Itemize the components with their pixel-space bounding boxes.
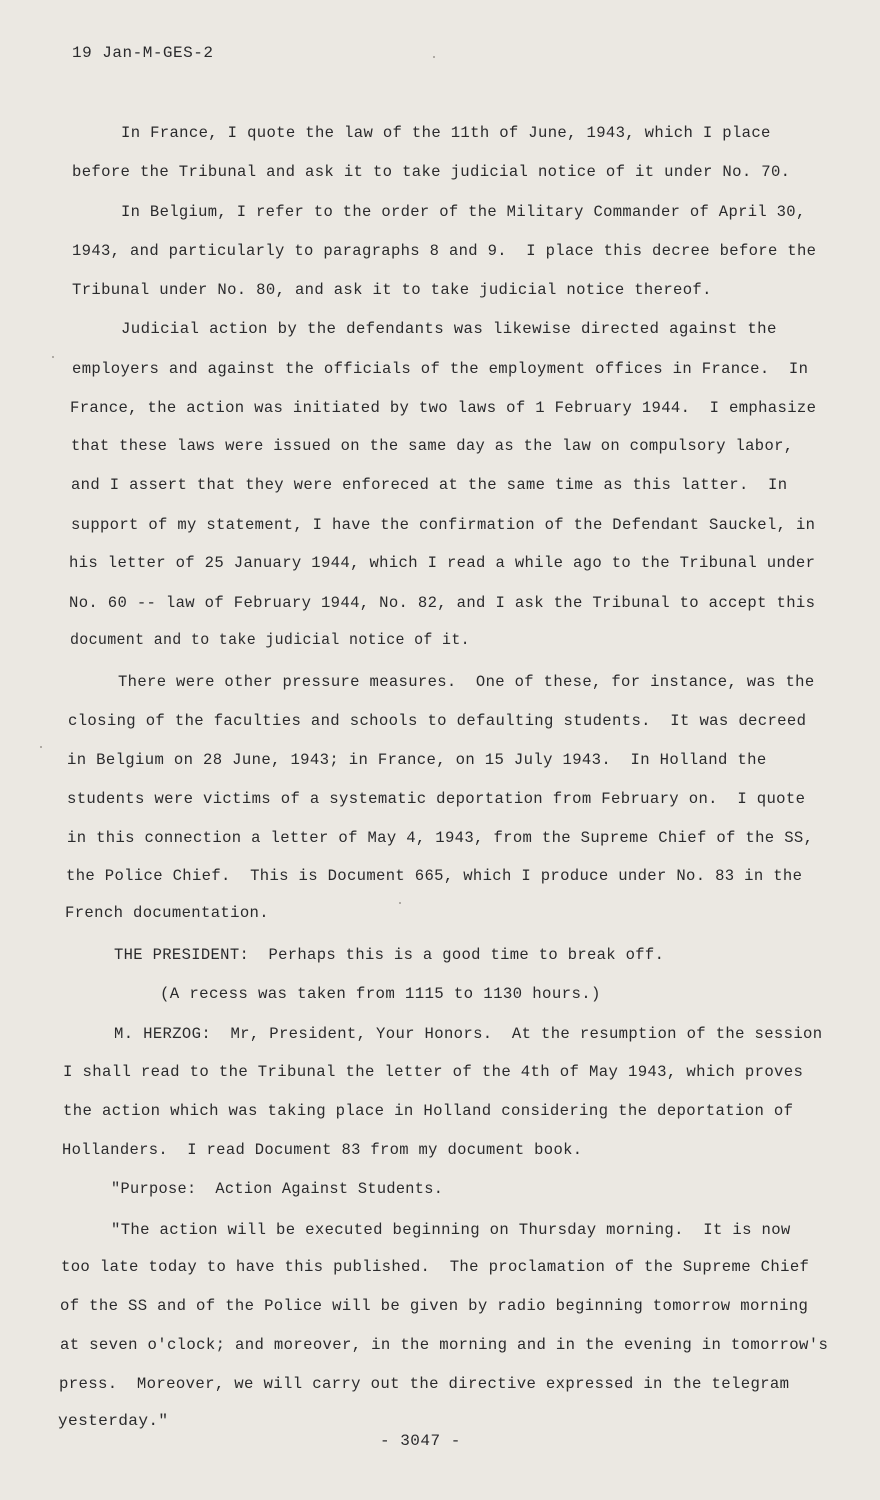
text-line: in Belgium on 28 June, 1943; in France, on 15 July 1943. In Holland the xyxy=(67,751,767,769)
text-line: 1943, and particularly to paragraphs 8 and 9. I place this decree before the xyxy=(72,242,817,260)
page-header: 19 Jan-M-GES-2 xyxy=(72,44,214,62)
text-line: closing of the faculties and schools to defaulting students. It was decreed xyxy=(68,712,807,730)
text-line: students were victims of a systematic deportation from February on. I quote xyxy=(67,790,806,808)
page-number: - 3047 - xyxy=(380,1432,461,1450)
text-line: No. 60 -- law of February 1944, No. 82, and I ask the Tribunal to accept this xyxy=(69,594,816,612)
text-line: I shall read to the Tribunal the letter of the 4th of May 1943, which proves xyxy=(63,1063,804,1081)
text-line: his letter of 25 January 1944, which I read a while ago to the Tribunal under xyxy=(69,554,816,572)
text-line: Hollanders. I read Document 83 from my document book. xyxy=(62,1141,583,1159)
text-line: support of my statement, I have the confirmation of the Defendant Sauckel, in xyxy=(71,516,816,534)
text-line: Tribunal under No. 80, and ask it to take judicial notice thereof. xyxy=(72,281,712,299)
text-line: France, the action was initiated by two laws of 1 February 1944. I emphasize xyxy=(70,399,817,417)
text-line: M. HERZOG: Mr, President, Your Honors. At the resumption of the session xyxy=(114,1025,823,1043)
paper-mark xyxy=(40,746,42,748)
paper-mark xyxy=(399,902,401,904)
text-line: document and to take judicial notice of it. xyxy=(70,631,470,649)
text-line: "The action will be executed beginning on Thursday morning. It is now xyxy=(111,1221,791,1239)
text-line: employers and against the officials of the employment offices in France. In xyxy=(72,360,809,378)
text-line: French documentation. xyxy=(65,904,269,922)
text-line: In France, I quote the law of the 11th of June, 1943, which I place xyxy=(121,124,771,142)
text-line: There were other pressure measures. One of these, for instance, was the xyxy=(118,673,815,691)
text-line: in this connection a letter of May 4, 1943, from the Supreme Chief of the SS, xyxy=(67,829,814,847)
text-line: In Belgium, I refer to the order of the Military Commander of April 30, xyxy=(121,203,806,221)
text-line: of the SS and of the Police will be given by radio beginning tomorrow morning xyxy=(60,1297,809,1315)
text-line: press. Moreover, we will carry out the directive expressed in the telegram xyxy=(59,1375,790,1393)
text-line: too late today to have this published. The proclamation of the Supreme Chief xyxy=(61,1258,810,1276)
text-line: yesterday." xyxy=(58,1412,169,1430)
text-line: the action which was taking place in Holland considering the deportation of xyxy=(63,1102,794,1120)
text-line: before the Tribunal and ask it to take judicial notice of it under No. 70. xyxy=(72,163,791,181)
paper-mark xyxy=(52,356,54,358)
text-line: "Purpose: Action Against Students. xyxy=(111,1180,444,1198)
text-line: at seven o'clock; and moreover, in the morning and in the evening in tomorrow's xyxy=(60,1336,829,1354)
text-line: Judicial action by the defendants was likewise directed against the xyxy=(121,320,777,338)
text-line: THE PRESIDENT: Perhaps this is a good time to break off. xyxy=(114,946,665,964)
text-line: and I assert that they were enforeced at the same time as this latter. In xyxy=(71,476,788,494)
text-line: the Police Chief. This is Document 665, which I produce under No. 83 in the xyxy=(66,867,803,885)
text-line: that these laws were issued on the same day as the law on compulsory labor, xyxy=(71,437,794,455)
paper-mark xyxy=(433,56,435,58)
text-line: (A recess was taken from 1115 to 1130 hours.) xyxy=(160,985,601,1003)
